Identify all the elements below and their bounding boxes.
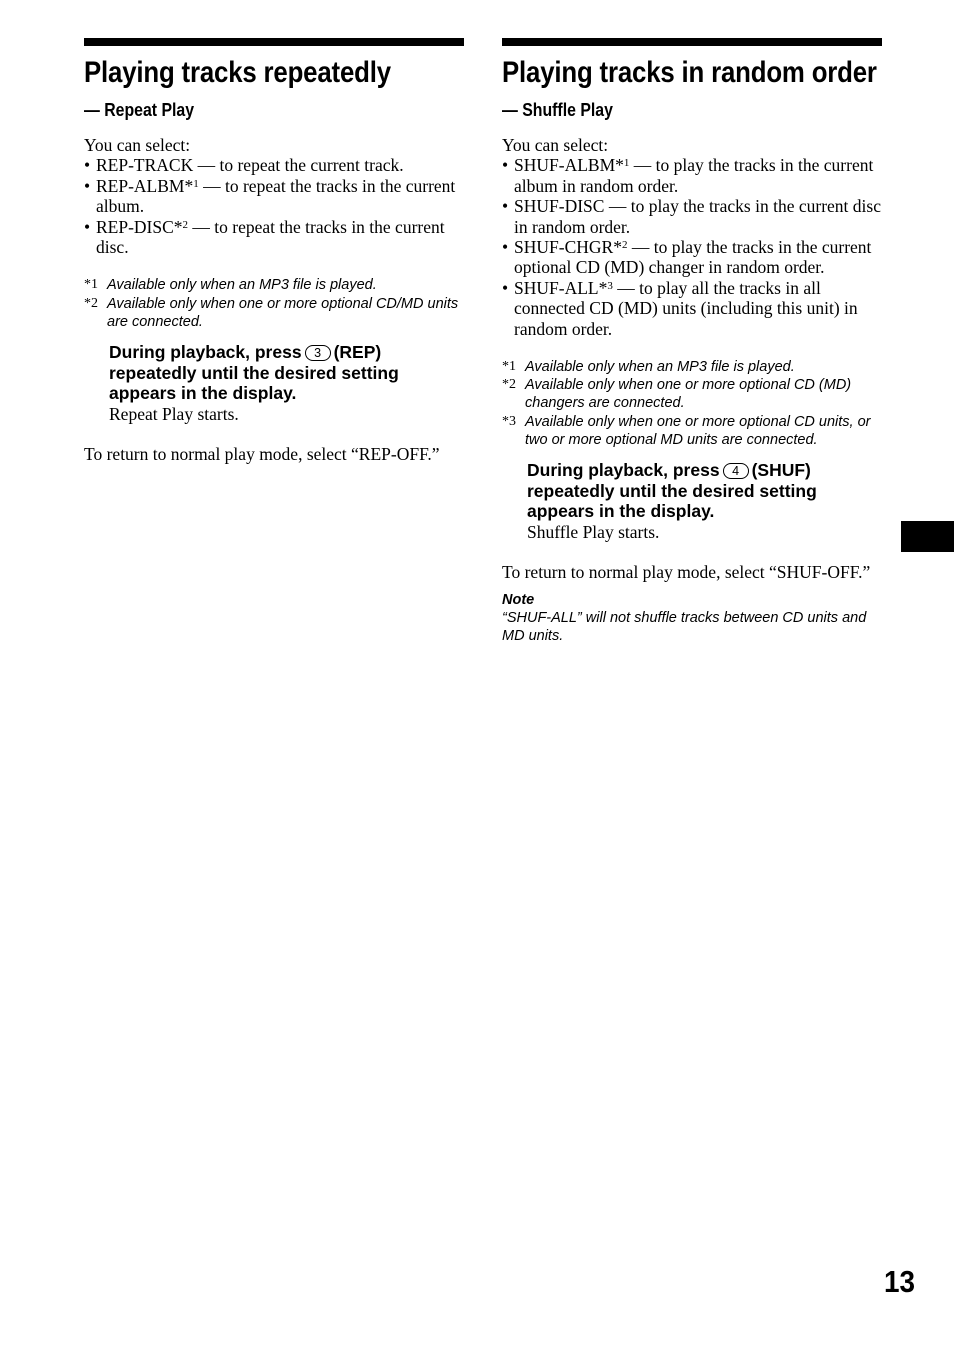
note-text: “SHUF-ALL” will not shuffle tracks between CD units and MD units. — [502, 609, 867, 645]
return-text: To return to normal play mode, select “REP-OFF.” — [84, 444, 440, 465]
footnote: *1 Available only when an MP3 file is played. — [84, 277, 377, 294]
procedure-step — [109, 342, 464, 424]
step-result: Shuffle Play starts. — [527, 521, 660, 542]
footnote: *2 Available only when one or more optional CD (MD) changers are connected. — [502, 377, 852, 412]
section-subtitle: — Repeat Play — [84, 100, 195, 120]
procedure-step — [527, 460, 882, 542]
note — [502, 591, 882, 646]
page-number: 13 — [884, 1264, 916, 1299]
list-item: • SHUF-CHGR*$^2$ — to play the tracks in the current optional CD (MD) changer in random order. — [502, 237, 882, 278]
options-list — [84, 155, 464, 257]
footnotes — [502, 358, 882, 449]
step-instruction: During playback, press 3 (REP) repeatedly until the desired setting appears in the display. — [109, 342, 399, 404]
footnote: *3 Available only when one or more optional CD units, or two or more optional MD units are connected. — [502, 413, 871, 448]
note-title: Note — [502, 591, 535, 608]
list-item: • SHUF-ALL*$^3$ — to play all the tracks in all connected CD (MD) units (including this unit) in random order. — [502, 278, 882, 339]
intro-text: You can select: — [502, 135, 609, 155]
section-subtitle: — Shuffle Play — [502, 100, 613, 120]
list-item: • REP-ALBM*$^1$ — to repeat the tracks in the current album. — [84, 176, 464, 217]
button-3-icon: 3 — [305, 345, 331, 361]
intro-text: You can select: — [84, 135, 191, 155]
footnotes — [84, 276, 464, 331]
options-list — [502, 155, 882, 339]
chapter-tab-marker — [901, 521, 954, 552]
section-rule — [502, 38, 882, 46]
footnote: *2 Available only when one or more optional CD/MD units are connected. — [84, 295, 459, 330]
list-item: • REP-DISC*$^2$ — to repeat the tracks in the current disc. — [84, 217, 464, 258]
list-item: • SHUF-ALBM*$^1$ — to play the tracks in the current album in random order. — [502, 155, 882, 196]
step-result: Repeat Play starts. — [109, 403, 239, 424]
section-rule — [84, 38, 464, 46]
step-instruction: During playback, press 4 (SHUF) repeatedly until the desired setting appears in the display. — [527, 460, 817, 522]
list-item: • REP-TRACK — to repeat the current track. — [84, 155, 464, 175]
section-title: Playing tracks in random order — [502, 56, 877, 89]
return-text: To return to normal play mode, select “SHUF-OFF.” — [502, 562, 871, 583]
section-shuffle-play — [502, 38, 882, 645]
footnote: *1 Available only when an MP3 file is played. — [502, 359, 795, 376]
section-repeat-play — [84, 38, 464, 465]
button-4-icon: 4 — [723, 463, 749, 479]
list-item: • SHUF-DISC — to play the tracks in the current disc in random order. — [502, 196, 882, 237]
section-title: Playing tracks repeatedly — [84, 56, 391, 89]
